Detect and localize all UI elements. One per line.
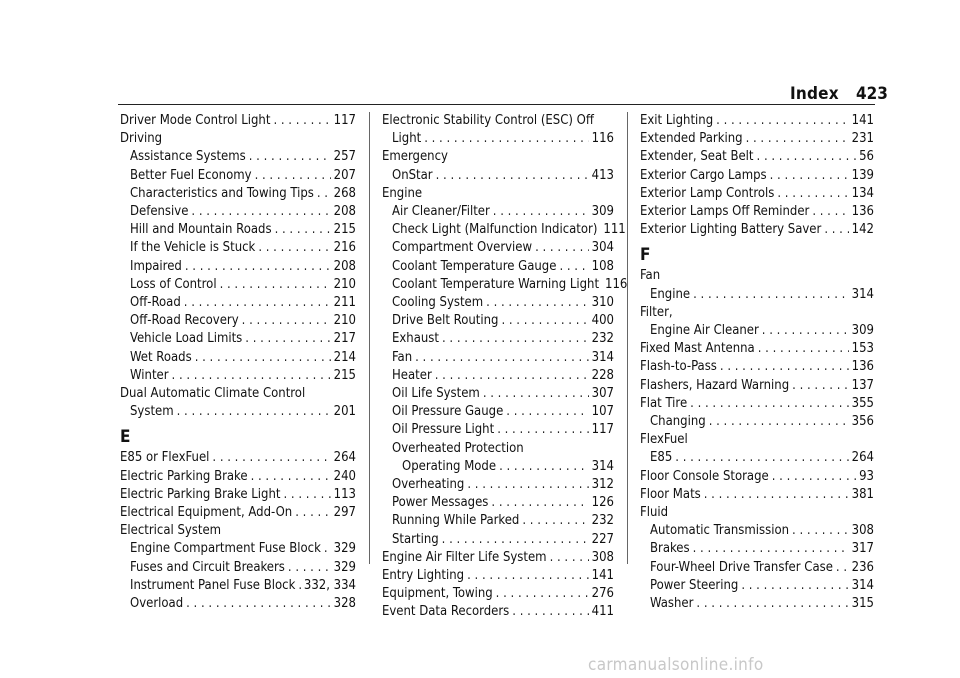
watermark: carmanualsonline.info (588, 655, 764, 675)
index-entry[interactable] (382, 203, 614, 221)
index-column-2 (382, 112, 628, 622)
index-entry[interactable] (382, 330, 614, 348)
index-entry-term: Wet Roads (130, 349, 192, 365)
leader-dots (824, 221, 848, 239)
index-column-1 (120, 112, 356, 613)
index-entry[interactable] (640, 468, 874, 486)
index-entry-term: Heater (392, 367, 432, 383)
index-entry-page[interactable]: 216 (333, 240, 356, 256)
index-entry[interactable] (120, 203, 356, 221)
index-entry-term: Light (392, 131, 422, 147)
leader-dots (273, 112, 330, 130)
index-entry-page[interactable]: 142 (851, 222, 874, 238)
index-entry-page[interactable]: 116 (605, 276, 628, 292)
index-entry-term: Coolant Temperature Gauge (392, 258, 557, 274)
index-entry[interactable] (120, 167, 356, 185)
index-entry-page[interactable]: 201 (333, 404, 356, 420)
index-topic-heading: Fan (640, 268, 661, 284)
leader-dots (522, 512, 588, 530)
leader-dots (704, 486, 849, 504)
index-entry[interactable] (120, 577, 356, 595)
leader-dots (777, 185, 848, 203)
leader-dots (746, 130, 849, 148)
index-entry-term: Extended Parking (640, 131, 743, 147)
index-entry[interactable] (382, 403, 614, 421)
index-entry-term: System (130, 404, 174, 420)
leader-dots (496, 585, 589, 603)
index-entry[interactable] (640, 449, 874, 467)
index-entry-page[interactable]: 411 (591, 604, 614, 620)
index-entry-page[interactable]: 314 (851, 577, 874, 593)
index-entry[interactable] (120, 239, 356, 257)
index-entry-term: Exterior Lamp Controls (640, 185, 775, 201)
index-entry-term: Exterior Lamps Off Reminder (640, 204, 810, 220)
index-entry-term: If the Vehicle is Stuck (130, 240, 256, 256)
index-entry[interactable] (382, 367, 614, 385)
index-entry-term: Exhaust (392, 331, 439, 347)
index-entry-term: Floor Mats (640, 486, 701, 502)
leader-dots (283, 486, 330, 504)
index-topic-heading: Electronic Stability Control (ESC) Off (382, 113, 594, 128)
index-entry[interactable] (382, 567, 614, 585)
leader-dots (709, 413, 849, 431)
index-entry[interactable] (120, 504, 356, 522)
index-entry[interactable] (640, 112, 874, 130)
index-entry-page[interactable]: 111 (603, 222, 626, 238)
leader-dots (762, 322, 849, 340)
index-entry-page[interactable]: 312 (591, 477, 614, 493)
index-entry-term: E85 or FlexFuel (120, 450, 210, 466)
index-entry[interactable] (120, 330, 356, 348)
index-entry-term: Off-Road (130, 295, 181, 311)
index-entry[interactable] (120, 486, 356, 504)
leader-dots (499, 458, 589, 476)
index-topic-heading: Overheated Protection (392, 440, 524, 456)
leader-dots (483, 385, 589, 403)
index-entry[interactable] (382, 512, 614, 530)
index-entry-term: Starting (392, 531, 439, 547)
index-entry-term: Compartment Overview (392, 240, 533, 256)
index-entry-page[interactable]: 117 (333, 113, 356, 128)
index-entry-page[interactable]: 329 (333, 541, 356, 557)
leader-dots (506, 403, 588, 421)
index-column-3 (640, 112, 874, 613)
index-entry[interactable] (640, 377, 874, 395)
leader-dots (245, 330, 330, 348)
index-entry-term: Operating Mode (402, 458, 497, 474)
page-number: 423 (856, 84, 888, 104)
leader-dots (690, 395, 849, 413)
leader-dots (435, 367, 589, 385)
index-topic-heading: Fluid (640, 505, 669, 521)
index-entry[interactable] (382, 421, 614, 439)
index-entry-term: Instrument Panel Fuse Block (130, 577, 296, 593)
leader-dots (792, 522, 849, 540)
index-entry-page[interactable]: 309 (591, 204, 614, 220)
index-entry[interactable] (120, 258, 356, 276)
index-topic-heading: Dual Automatic Climate Control (120, 386, 306, 402)
column-divider (627, 112, 628, 564)
leader-dots (720, 358, 849, 376)
index-entry[interactable] (640, 559, 874, 577)
leader-dots (836, 559, 849, 577)
index-entry-term: Fixed Mast Antenna (640, 341, 755, 357)
index-entry-page[interactable]: 329 (333, 559, 356, 575)
index-entry-page[interactable]: 400 (591, 313, 614, 329)
leader-dots (251, 468, 331, 486)
index-entry-term: Power Messages (392, 495, 489, 511)
index-entry-page[interactable]: 355 (851, 395, 874, 411)
index-entry[interactable] (382, 549, 614, 567)
leader-dots (770, 167, 849, 185)
index-entry[interactable] (120, 148, 356, 166)
leader-dots (812, 203, 848, 221)
leader-dots (693, 540, 849, 558)
index-entry-page[interactable]: 332, 334 (303, 577, 356, 593)
leader-dots (184, 294, 331, 312)
index-topic-heading: Filter, (640, 304, 673, 320)
leader-dots (255, 167, 331, 185)
column-divider (369, 112, 370, 564)
index-entry-term: Event Data Recorders (382, 604, 510, 620)
index-entry[interactable] (382, 276, 628, 294)
index-entry[interactable] (640, 395, 874, 413)
index-entry[interactable] (120, 185, 356, 203)
index-entry-page[interactable]: 236 (851, 559, 874, 575)
leader-dots (212, 449, 330, 467)
index-entry[interactable] (640, 130, 874, 148)
index-entry[interactable] (640, 577, 874, 595)
index-entry[interactable] (120, 294, 356, 312)
index-entry-page[interactable]: 304 (591, 240, 614, 256)
index-entry-page[interactable]: 297 (333, 505, 356, 521)
index-entry[interactable] (120, 367, 356, 385)
leader-dots (324, 540, 331, 558)
index-entry-page[interactable]: 328 (333, 596, 356, 612)
index-entry-term: Engine Air Cleaner (650, 323, 759, 339)
index-entry-page[interactable]: 240 (333, 468, 356, 484)
index-entry[interactable] (382, 385, 614, 403)
leader-dots (177, 403, 331, 421)
leader-dots (172, 367, 331, 385)
index-entry-term: Flashers, Hazard Warning (640, 377, 790, 393)
index-entry[interactable] (382, 258, 614, 276)
index-entry[interactable] (640, 148, 874, 166)
leader-dots (535, 239, 589, 257)
index-entry-term: Entry Lighting (382, 568, 465, 584)
index-entry-page[interactable]: 107 (591, 404, 614, 420)
index-topic-heading: Electrical System (120, 523, 222, 539)
index-entry[interactable] (382, 349, 614, 367)
index-entry[interactable] (120, 312, 356, 330)
leader-dots (298, 577, 301, 595)
leader-dots (220, 276, 331, 294)
index-entry-page[interactable]: 317 (851, 541, 874, 557)
index-letter-heading: F (640, 245, 651, 266)
index-entry-page[interactable]: 210 (333, 313, 356, 329)
index-entry-page[interactable]: 141 (591, 568, 614, 584)
index-entry-page[interactable]: 113 (333, 486, 356, 502)
index-entry[interactable] (382, 476, 614, 494)
index-entry-term: Electric Parking Brake (120, 468, 248, 484)
index-entry-page[interactable]: 310 (591, 295, 614, 311)
index-entry-page[interactable]: 217 (333, 331, 356, 347)
index-entry[interactable] (382, 239, 614, 257)
index-entry-page[interactable]: 214 (333, 349, 356, 365)
index-entry-page[interactable]: 381 (851, 486, 874, 502)
index-entry-page[interactable]: 232 (591, 513, 614, 529)
index-entry-page[interactable]: 413 (591, 167, 614, 183)
index-entry-page[interactable]: 141 (851, 113, 874, 128)
index-entry-page[interactable]: 56 (859, 149, 874, 165)
index-entry-page[interactable]: 231 (851, 131, 874, 147)
index-entry-term: Exterior Lighting Battery Saver (640, 222, 822, 238)
index-entry-page[interactable]: 307 (591, 386, 614, 402)
index-entry-term: Impaired (130, 258, 182, 274)
index-entry-page[interactable]: 356 (851, 414, 874, 430)
leader-dots (424, 130, 588, 148)
index-entry-term: Assistance Systems (130, 149, 246, 165)
index-entry-term: Exterior Cargo Lamps (640, 167, 767, 183)
leader-dots (275, 221, 331, 239)
index-entry-term: Check Light (Malfunction Indicator) (392, 222, 598, 238)
index-entry-term: Brakes (650, 541, 690, 557)
index-entry[interactable] (382, 603, 614, 621)
index-topic-heading: Driving (120, 131, 163, 147)
index-entry-page[interactable]: 276 (591, 586, 614, 602)
index-entry-page[interactable]: 153 (851, 341, 874, 357)
index-entry-term: Drive Belt Routing (392, 313, 499, 329)
index-entry-page[interactable]: 315 (851, 596, 874, 612)
index-entry-page[interactable]: 264 (333, 450, 356, 466)
leader-dots (186, 595, 331, 613)
leader-dots (757, 148, 857, 166)
index-entry-term: Oil Pressure Gauge (392, 404, 504, 420)
index-entry-term: Overload (130, 596, 184, 612)
index-entry-page[interactable]: 215 (333, 222, 356, 238)
index-entry-term: Vehicle Load Limits (130, 331, 243, 347)
index-entry[interactable] (640, 358, 874, 376)
index-letter-heading: E (120, 427, 131, 448)
index-entry-page[interactable]: 136 (851, 204, 874, 220)
index-entry[interactable] (120, 595, 356, 613)
leader-dots (693, 286, 849, 304)
index-entry-term: Winter (130, 367, 169, 383)
index-entry[interactable] (382, 294, 614, 312)
leader-dots (436, 167, 589, 185)
index-entry[interactable] (120, 221, 356, 239)
index-entry-term: Overheating (392, 477, 465, 493)
index-entry[interactable] (640, 221, 874, 239)
index-entry-term: Automatic Transmission (650, 523, 790, 539)
index-entry-page[interactable]: 116 (591, 131, 614, 147)
index-entry-page[interactable]: 210 (333, 276, 356, 292)
index-entry-term: Characteristics and Towing Tips (130, 185, 314, 201)
index-entry-page[interactable]: 208 (333, 258, 356, 274)
index-entry[interactable] (120, 403, 356, 421)
leader-dots (249, 148, 331, 166)
index-entry[interactable] (382, 458, 614, 476)
index-entry-term: Off-Road Recovery (130, 313, 239, 329)
index-entry-page[interactable]: 308 (851, 523, 874, 539)
index-entry[interactable] (640, 340, 874, 358)
index-entry-page[interactable]: 126 (591, 495, 614, 511)
leader-dots (491, 494, 588, 512)
index-entry-page[interactable]: 257 (333, 149, 356, 165)
index-entry[interactable] (640, 595, 874, 613)
index-topic-heading: FlexFuel (640, 432, 688, 448)
index-entry-page[interactable]: 93 (859, 468, 874, 484)
index-entry[interactable] (382, 585, 614, 603)
index-entry-page[interactable]: 228 (591, 367, 614, 383)
index-entry-page[interactable]: 308 (591, 549, 614, 565)
leader-dots (741, 577, 848, 595)
index-entry-term: Better Fuel Economy (130, 167, 252, 183)
index-entry-term: Power Steering (650, 577, 739, 593)
index-entry[interactable] (120, 112, 356, 130)
index-entry-term: Electric Parking Brake Light (120, 486, 281, 502)
leader-dots (758, 340, 849, 358)
index-topic-heading: Engine (382, 185, 423, 201)
index-entry-page[interactable]: 137 (851, 377, 874, 393)
index-entry-page[interactable]: 314 (591, 349, 614, 365)
index-entry-term: Changing (650, 414, 706, 430)
index-entry[interactable] (640, 203, 874, 221)
index-entry-term: OnStar (392, 167, 433, 183)
index-entry-term: Flat Tire (640, 395, 688, 411)
index-entry-term: Engine Air Filter Life System (382, 549, 547, 565)
index-entry[interactable] (120, 276, 356, 294)
index-entry-term: Hill and Mountain Roads (130, 222, 272, 238)
index-entry-page[interactable]: 309 (851, 323, 874, 339)
index-entry[interactable] (382, 494, 614, 512)
index-entry[interactable] (640, 486, 874, 504)
index-entry-term: Engine (650, 286, 691, 302)
index-entry[interactable] (640, 413, 874, 431)
index-entry-page[interactable]: 136 (851, 359, 874, 375)
leader-dots (772, 468, 856, 486)
leader-dots (493, 203, 589, 221)
index-entry-term: Loss of Control (130, 276, 217, 292)
index-entry-term: Engine Compartment Fuse Block (130, 541, 321, 557)
index-entry-page[interactable]: 117 (591, 422, 614, 438)
leader-dots (550, 549, 589, 567)
index-entry[interactable] (382, 130, 614, 148)
leader-dots (696, 595, 848, 613)
index-entry-page[interactable]: 268 (333, 185, 356, 201)
index-entry-term: Flash-to-Pass (640, 359, 717, 375)
index-entry[interactable] (120, 449, 356, 467)
index-entry[interactable] (120, 559, 356, 577)
index-entry-page[interactable]: 139 (851, 167, 874, 183)
index-entry-term: Washer (650, 596, 694, 612)
index-entry-term: Fan (392, 349, 413, 365)
leader-dots (195, 349, 331, 367)
index-entry[interactable] (382, 312, 614, 330)
index-entry-page[interactable]: 215 (333, 367, 356, 383)
index-entry-page[interactable]: 207 (333, 167, 356, 183)
leader-dots (442, 330, 589, 348)
leader-dots (467, 476, 588, 494)
index-entry-page[interactable]: 264 (851, 450, 874, 466)
index-entry-page[interactable]: 314 (591, 458, 614, 474)
leader-dots (442, 531, 589, 549)
index-entry-term: Driver Mode Control Light (120, 113, 271, 128)
index-entry-term: Electrical Equipment, Add-On (120, 505, 293, 521)
index-entry-term: Oil Life System (392, 386, 480, 402)
index-title: Index (790, 84, 839, 104)
leader-dots (512, 603, 588, 621)
leader-dots (501, 312, 588, 330)
index-entry[interactable] (640, 540, 874, 558)
leader-dots (191, 203, 330, 221)
leader-dots (497, 421, 588, 439)
index-entry-page[interactable]: 211 (333, 295, 356, 311)
index-entry-page[interactable]: 108 (591, 258, 614, 274)
index-entry-term: Air Cleaner/Filter (392, 204, 490, 220)
index-entry[interactable] (120, 349, 356, 367)
index-entry-term: Exit Lighting (640, 113, 714, 128)
index-entry-term: Equipment, Towing (382, 586, 493, 602)
index-entry-term: Coolant Temperature Warning Light (392, 276, 600, 292)
leader-dots (486, 294, 589, 312)
index-entry[interactable] (120, 468, 356, 486)
index-topic-heading: Emergency (382, 149, 448, 165)
leader-dots (288, 559, 331, 577)
leader-dots (675, 449, 848, 467)
index-entry[interactable] (640, 185, 874, 203)
leader-dots (559, 258, 588, 276)
index-entry-term: Cooling System (392, 295, 484, 311)
index-entry-page[interactable]: 134 (851, 185, 874, 201)
leader-dots (242, 312, 331, 330)
leader-dots (716, 112, 849, 130)
page-header (0, 84, 960, 104)
index-entry-term: Oil Pressure Light (392, 422, 495, 438)
index-entry-page[interactable]: 314 (851, 286, 874, 302)
leader-dots (258, 239, 330, 257)
leader-dots (317, 185, 331, 203)
index-entry[interactable] (640, 167, 874, 185)
leader-dots (185, 258, 331, 276)
header-rule (118, 104, 875, 105)
index-entry-term: Extender, Seat Belt (640, 149, 754, 165)
leader-dots (792, 377, 849, 395)
leader-dots (467, 567, 589, 585)
index-entry[interactable] (640, 322, 874, 340)
index-entry[interactable] (120, 540, 356, 558)
index-entry-term: Four-Wheel Drive Transfer Case (650, 559, 833, 575)
index-entry[interactable] (382, 221, 626, 239)
index-entry[interactable] (640, 286, 874, 304)
index-entry-term: Floor Console Storage (640, 468, 769, 484)
leader-dots (295, 504, 330, 522)
index-entry-page[interactable]: 232 (591, 331, 614, 347)
index-entry-term: Fuses and Circuit Breakers (130, 559, 285, 575)
index-entry-term: Running While Parked (392, 513, 520, 529)
index-entry[interactable] (640, 522, 874, 540)
index-entry-term: E85 (650, 450, 673, 466)
index-entry[interactable] (382, 167, 614, 185)
index-entry-term: Defensive (130, 204, 189, 220)
index-entry[interactable] (382, 531, 614, 549)
leader-dots (415, 349, 589, 367)
index-entry-page[interactable]: 227 (591, 531, 614, 547)
index-entry-page[interactable]: 208 (333, 204, 356, 220)
